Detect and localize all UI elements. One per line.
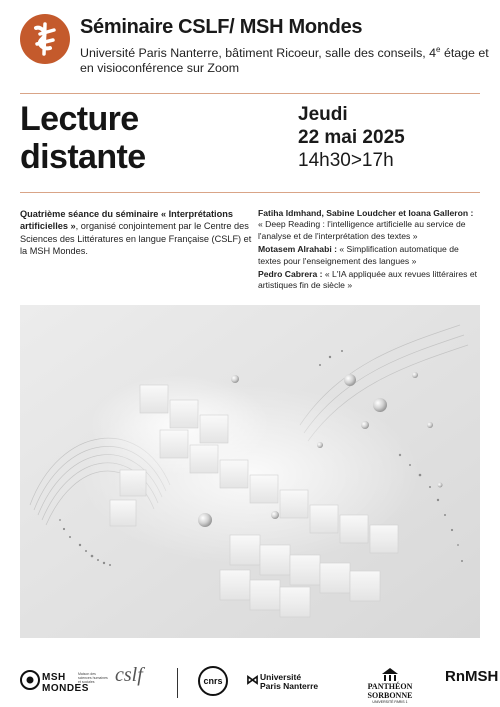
talk-item — [258, 269, 483, 292]
description-bold: Quatrième séance du séminaire « Interprétations artificielles » — [20, 209, 233, 232]
msh-mondes-icon — [20, 670, 40, 690]
msh-name: MSH — [42, 672, 66, 683]
event-title — [20, 100, 146, 176]
event-day: Jeudi — [298, 104, 348, 125]
talk-title: « L'IA appliquée aux revues littéraires et artistiques fin de siècle » — [258, 269, 477, 291]
seminar-title: Séminaire CSLF/ MSH Mondes — [80, 16, 363, 38]
pantheon-icon — [382, 668, 398, 682]
cnrs-logo: cnrs — [198, 666, 228, 696]
sorbonne-logo — [350, 668, 430, 704]
venue-line2: en visioconférence sur Zoom — [80, 61, 240, 76]
divider-middle — [20, 192, 480, 193]
talk-title: « Deep Reading : l'intelligence artificielle au service de l'analyse et de l'interprétation des textes » — [258, 219, 466, 241]
description-rest: , organisé conjointement par le Centre des Sciences des Littératures en langue Française (CSLF) et la MSH Mondes. — [20, 221, 252, 257]
date-block — [298, 103, 405, 172]
abstract-cubes-illustration — [20, 305, 480, 638]
event-title-line2: distante — [20, 138, 146, 176]
nanterre-logo — [246, 672, 319, 691]
seminar-logo-icon — [20, 14, 70, 64]
partner-logos — [20, 660, 499, 704]
talk-speaker: Pedro Cabrera : — [258, 269, 323, 280]
rnmsh-logo: RnMSH — [445, 668, 499, 685]
sorbonne-sub: UNIVERSITÉ PARIS 1 — [372, 700, 408, 704]
header — [20, 14, 490, 84]
venue-line1: Université Paris Nanterre, bâtiment Ricoeur, salle des conseils, 4 — [80, 46, 437, 61]
event-time: 14h30>17h — [298, 150, 394, 171]
talk-title: « Simplification automatique de textes pour l'enseignement des langues » — [258, 244, 459, 266]
nanterre-mark-icon: ⋈ — [246, 672, 259, 687]
description — [20, 208, 258, 258]
logo-separator — [177, 668, 178, 698]
venue — [80, 42, 492, 76]
cslf-logo: cslf — [115, 664, 143, 686]
artwork-image — [20, 305, 480, 638]
msh-mondes-logo — [20, 670, 108, 695]
talk-speaker: Fatiha Idmhand, Sabine Loudcher et Ioana Galleron : — [258, 208, 474, 218]
talks-list — [258, 208, 483, 294]
msh-sub: MONDES — [42, 683, 89, 694]
sorbonne-name: PANTHÉON SORBONNE — [367, 682, 413, 700]
msh-small-text: Maison des sciences humaines et sociales — [78, 672, 108, 684]
nanterre-line2: Paris Nanterre — [260, 681, 319, 691]
event-date: 22 mai 2025 — [298, 127, 405, 148]
talk-item — [258, 208, 483, 242]
talk-speaker: Motasem Alrahabi : — [258, 244, 337, 255]
venue-line1b: étage et — [440, 46, 489, 61]
divider-top — [20, 93, 480, 94]
nanterre-line1: Université — [260, 672, 302, 682]
talk-item — [258, 244, 483, 267]
venue-sup: e — [436, 45, 441, 54]
event-title-line1: Lecture — [20, 100, 139, 138]
